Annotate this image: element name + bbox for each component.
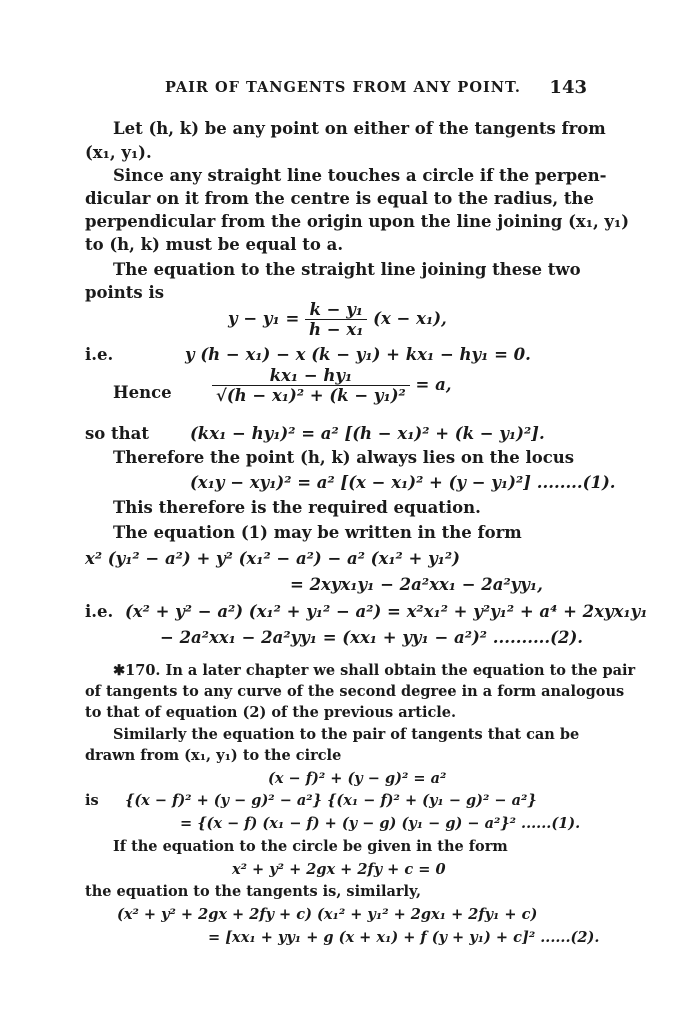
equation-rhs: (x − x₁), xyxy=(373,309,447,328)
equation-product: (x² + y² − a²) (x₁² + y₁² − a²) = x²x₁² + y²y₁² + a⁴ + 2xyx₁y₁ xyxy=(125,602,648,621)
paragraph-line: Since any straight line touches a circle if the perpen- xyxy=(113,166,607,185)
fraction-denominator: √(h − x₁)² + (k − y₁)² xyxy=(216,386,406,405)
paragraph-line: of tangents to any curve of the second degree in a form analogous xyxy=(85,683,625,700)
running-title: PAIR OF TANGENTS FROM ANY POINT. xyxy=(165,79,521,96)
paragraph-line: Similarly the equation to the pair of tangents that can be xyxy=(113,726,580,743)
paragraph-line: Let (h, k) be any point on either of the tangents from xyxy=(113,119,606,138)
paragraph-line: the equation to the tangents is, similarly, xyxy=(85,883,422,900)
section-170-line xyxy=(113,662,635,679)
equation-expanded-2: = 2xyx₁y₁ − 2a²xx₁ − 2a²yy₁, xyxy=(290,575,543,594)
fraction-numerator: kx₁ − hy₁ xyxy=(212,366,410,386)
equation-product-cont: − 2a²xx₁ − 2a²yy₁ = (xx₁ + yy₁ − a²)² ..........(2). xyxy=(160,628,584,647)
paragraph-line: If the equation to the circle be given in the form xyxy=(113,838,508,855)
ie-label: i.e. xyxy=(85,602,114,621)
paragraph-line: to (h, k) must be equal to a. xyxy=(85,235,344,254)
paragraph-line: drawn from (x₁, y₁) to the circle xyxy=(85,747,342,764)
equation-expanded-1: x² (y₁² − a²) + y² (x₁² − a²) − a² (x₁² + y₁²) xyxy=(85,549,460,568)
section-text: In a later chapter we shall obtain the equation to the pair xyxy=(165,662,636,679)
equation-final-1: (x² + y² + 2gx + 2fy + c) (x₁² + y₁² + 2gx₁ + 2fy₁ + c) xyxy=(117,906,538,923)
so-that-label: so that xyxy=(85,424,149,443)
running-header xyxy=(0,77,675,103)
paragraph-line: dicular on it from the centre is equal to the radius, the xyxy=(85,189,594,208)
paragraph-line: perpendicular from the origin upon the line joining (x₁, y₁) xyxy=(85,212,630,231)
ie-label: i.e. xyxy=(85,345,114,364)
equation-line-through-points xyxy=(228,300,447,339)
page-number: 143 xyxy=(549,77,587,98)
equation-locus: (x₁y − xy₁)² = a² [(x − x₁)² + (y − y₁)²] ........(1). xyxy=(190,473,616,492)
equation-circle: (x − f)² + (y − g)² = a² xyxy=(268,770,447,787)
equation-pair-2: = {(x − f) (x₁ − f) + (y − g) (y₁ − g) − a²}² ......(1). xyxy=(180,815,581,832)
equation-final-2: = [xx₁ + yy₁ + g (x + x₁) + f (y + y₁) + c]² ......(2). xyxy=(208,929,600,946)
paragraph-line: points is xyxy=(85,283,165,302)
paragraph-line: Therefore the point (h, k) always lies on the locus xyxy=(113,448,575,467)
paragraph-line: (x₁, y₁). xyxy=(85,143,152,162)
equation-rhs: = a, xyxy=(415,375,452,394)
paragraph-line: The equation to the straight line joining these two xyxy=(113,260,581,279)
equation-squared: (kx₁ − hy₁)² = a² [(h − x₁)² + (k − y₁)²]. xyxy=(190,424,545,443)
equation-fraction xyxy=(305,300,367,339)
equation-perpendicular xyxy=(212,366,452,405)
is-label: is xyxy=(85,792,99,809)
paragraph-line: The equation (1) may be written in the form xyxy=(113,523,522,542)
section-marker: ✱170. xyxy=(113,662,161,679)
equation-pair-1: {(x − f)² + (y − g)² − a²} {(x₁ − f)² + (y₁ − g)² − a²} xyxy=(125,792,537,809)
equation-general-circle: x² + y² + 2gx + 2fy + c = 0 xyxy=(232,861,446,878)
equation-lhs: y − y₁ = xyxy=(228,309,300,328)
equation-fraction xyxy=(212,366,410,405)
fraction-denominator: h − x₁ xyxy=(309,320,364,339)
fraction-numerator: k − y₁ xyxy=(305,300,367,320)
hence-label: Hence xyxy=(113,383,172,402)
paragraph-line: This therefore is the required equation. xyxy=(113,498,481,517)
equation-expanded-line: y (h − x₁) − x (k − y₁) + kx₁ − hy₁ = 0. xyxy=(185,345,531,364)
paragraph-line: to that of equation (2) of the previous article. xyxy=(85,704,457,721)
